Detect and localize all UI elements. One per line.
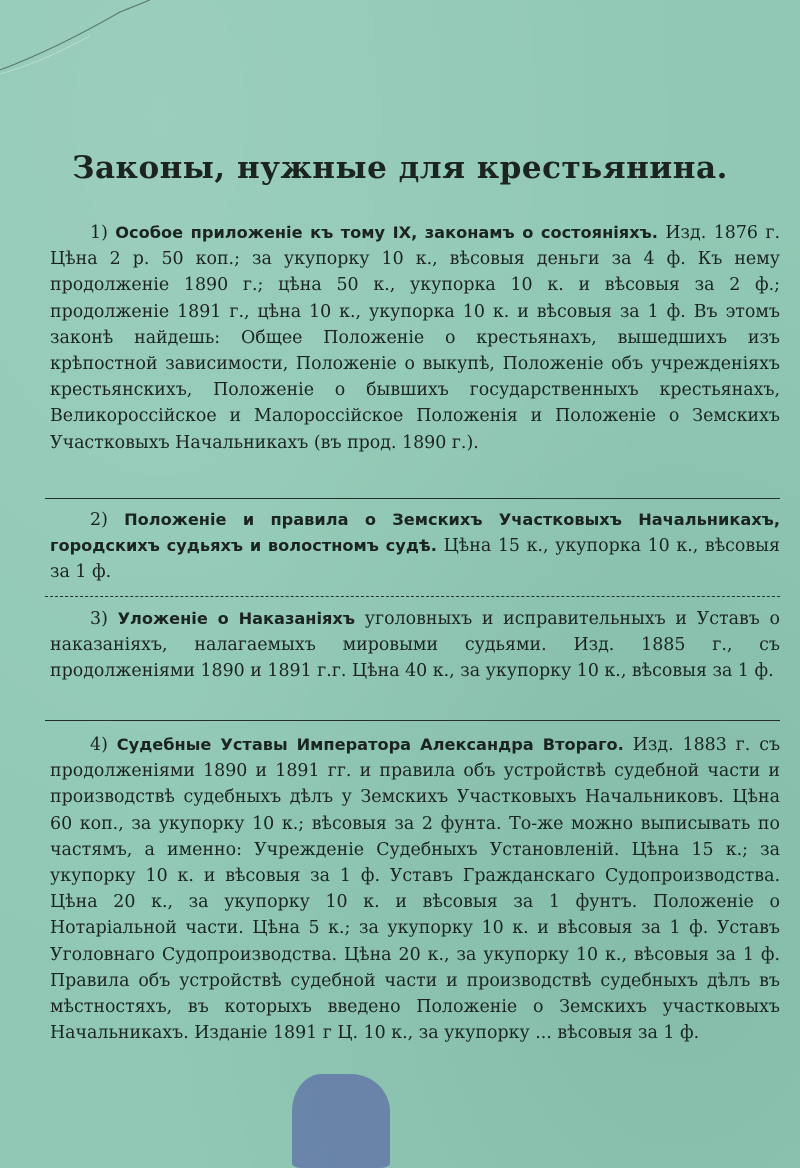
section-4-body: Изд. 1883 г. съ продолженіями 1890 и 1891 гг. и правила объ устройствѣ судебной части и производствѣ судебныхъ дѣлъ у Земскихъ Участковыхъ Начальниковъ. Цѣна 60 коп., за укупорку 10 к.; вѣсовыя за 2 фунта. То-же можно выписывать по частямъ, а именно: Учрежденіе Судебныхъ Установленій. Цѣна 15 к.; за укупорку 10 к. и вѣсовыя за 1 ф. Уставъ Гражданскаго Судопроизводства. Цѣна 20 к., за укупорку 10 к. и вѣсовыя за 1 фунтъ. Положеніе о Нотаріальной части. Цѣна 5 к.; за укупорку 10 к. и вѣсовыя за 1 ф. Уставъ Уголовнаго Судопроизводства. Цѣна 20 к., за укупорку 10 к., вѣсовыя за 1 ф. Правила объ устройствѣ судебной части и производствѣ судебныхъ дѣлъ въ мѣстностяхъ, въ которыхъ введено Положеніе о Земскихъ участковыхъ Начальникахъ. Изданіе 1891 г Ц. 10 к., за укупорку ... вѣсовыя за 1 ф. — [50, 735, 781, 1044]
page-title: Законы, нужные для крестьянина. — [72, 150, 728, 186]
divider-1 — [45, 498, 780, 499]
section-2 — [50, 507, 780, 586]
divider-2 — [45, 596, 780, 597]
section-4 — [50, 732, 780, 1046]
divider-3 — [45, 720, 780, 721]
section-3 — [50, 606, 780, 685]
section-3-number: 3) — [90, 609, 108, 629]
section-1-heading: Особое приложеніе къ тому IX, законамъ о состояніяхъ. — [115, 223, 658, 242]
section-1 — [50, 220, 780, 456]
section-1-body: Изд. 1876 г. Цѣна 2 р. 50 коп.; за укупорку 10 к., вѣсовыя деньги за 4 ф. Къ нему продолженіе 1890 г.; цѣна 50 к., укупорка 10 к. и вѣсовыя за 2 ф.; продолженіе 1891 г., цѣна 10 к., укупорка 10 к. и вѣсовыя за 1 ф. Въ этомъ законѣ найдешь: Общее Положеніе о крестьянахъ, вышедшихъ изъ крѣпостной зависимости, Положеніе о выкупѣ, Положеніе объ учрежденіяхъ крестьянскихъ, Положеніе о бывшихъ государственныхъ крестьянахъ, Великороссійское и Малороссійское Положенія и Положеніе о Земскихъ Участковыхъ Начальникахъ (въ прод. 1890 г.). — [50, 223, 781, 453]
section-2-number: 2) — [90, 510, 108, 530]
section-4-heading: Судебные Уставы Императора Александра Втораго. — [116, 735, 624, 754]
section-1-number: 1) — [90, 223, 108, 243]
section-2-body: Цѣна 15 к., укупорка 10 к., вѣсовыя за 1 ф. — [50, 536, 780, 583]
section-4-number: 4) — [90, 735, 108, 755]
ink-stamp-mark — [292, 1074, 390, 1168]
section-3-body: уголовныхъ и исправительныхъ и Уставъ о наказаніяхъ, налагаемыхъ мировыми судьями. Изд. 1885 г., съ продолженіями 1890 и 1891 г.г. Цѣна 40 к., за укупорку 10 к., вѣсовыя за 1 ф. — [50, 609, 781, 682]
section-3-heading: Уложеніе о Наказаніяхъ — [117, 609, 356, 628]
section-2-heading: Положеніе и правила о Земскихъ Участковыхъ Начальникахъ, городскихъ судьяхъ и волостномъ судѣ. — [50, 510, 780, 556]
